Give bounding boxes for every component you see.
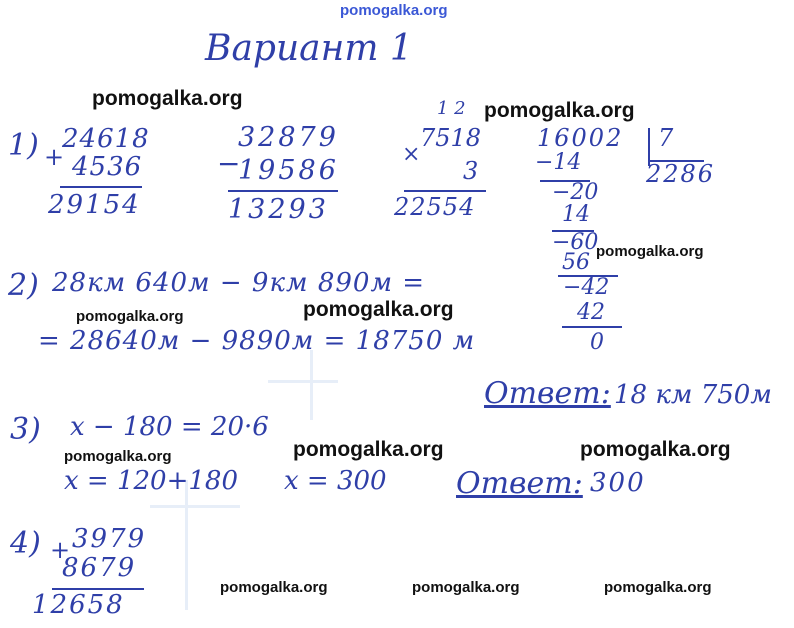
task4-label: 4) bbox=[10, 526, 41, 561]
task1-mul-b: 3 bbox=[463, 157, 479, 185]
task1-div-step: −20 bbox=[552, 180, 599, 205]
task1-div-divisor: 7 bbox=[658, 124, 674, 152]
task3-answer: 300 bbox=[590, 468, 646, 498]
task1-mul-carry: 1 2 bbox=[437, 98, 466, 119]
task4-a: 3979 bbox=[72, 524, 147, 554]
task1-mul-op: × bbox=[402, 142, 421, 167]
task1-sub-result: 13293 bbox=[228, 194, 329, 225]
task3-line1: x − 180 = 20·6 bbox=[70, 412, 269, 442]
watermark: pomogalka.org bbox=[580, 438, 731, 461]
task1-div-step: 0 bbox=[590, 330, 604, 355]
task1-div-step: 42 bbox=[577, 300, 605, 325]
task1-add-result: 29154 bbox=[48, 190, 141, 220]
task1-add-b: 4536 bbox=[72, 152, 143, 182]
task1-sub-a: 32879 bbox=[238, 122, 339, 153]
task1-add-op: + bbox=[44, 143, 65, 171]
task2-answer-word: Ответ: bbox=[484, 376, 611, 411]
task4-result: 12658 bbox=[32, 590, 125, 620]
watermark: pomogalka.org bbox=[64, 448, 172, 465]
watermark-top: pomogalka.org bbox=[340, 2, 448, 19]
task1-sub-b: 19586 bbox=[238, 155, 339, 186]
task1-mul-result: 22554 bbox=[394, 193, 476, 221]
task2-label: 2) bbox=[8, 268, 39, 303]
watermark: pomogalka.org bbox=[76, 308, 184, 325]
task1-div-quotient: 2286 bbox=[646, 160, 716, 188]
background-mark bbox=[185, 480, 188, 610]
task1-div-dividend: 16002 bbox=[537, 124, 624, 152]
watermark: pomogalka.org bbox=[293, 438, 444, 461]
task3-answer-word: Ответ: bbox=[456, 466, 583, 501]
task1-div-rule bbox=[562, 326, 622, 328]
task1-mul-rule bbox=[404, 190, 486, 192]
task1-sub-op: − bbox=[217, 147, 241, 180]
task4-b: 8679 bbox=[62, 553, 137, 583]
watermark: pomogalka.org bbox=[412, 579, 520, 596]
task3-line3: x = 300 bbox=[284, 466, 387, 496]
watermark: pomogalka.org bbox=[604, 579, 712, 596]
task3-label: 3) bbox=[10, 412, 41, 447]
task1-add-a: 24618 bbox=[62, 124, 150, 154]
watermark: pomogalka.org bbox=[596, 243, 704, 260]
task1-div-step: 14 bbox=[562, 202, 590, 227]
background-mark bbox=[310, 350, 313, 420]
task1-label: 1) bbox=[8, 128, 39, 163]
background-mark bbox=[268, 380, 338, 383]
task4-op: + bbox=[50, 536, 71, 564]
task1-div-step: −14 bbox=[535, 150, 582, 175]
task1-mul-a: 7518 bbox=[420, 124, 482, 152]
watermark: pomogalka.org bbox=[484, 99, 635, 122]
task1-add-rule bbox=[60, 186, 142, 188]
task1-sub-rule bbox=[228, 190, 338, 192]
task2-line2: = 28640м − 9890м = 18750 м bbox=[38, 326, 476, 356]
background-mark bbox=[150, 505, 240, 508]
page-title: Вариант 1 bbox=[205, 28, 413, 69]
task1-div-step: 56 bbox=[562, 250, 590, 275]
watermark: pomogalka.org bbox=[220, 579, 328, 596]
task1-div-step: −60 bbox=[552, 230, 599, 255]
task1-div-step: −42 bbox=[563, 275, 610, 300]
task3-line2: x = 120+180 bbox=[64, 466, 239, 496]
watermark: pomogalka.org bbox=[303, 298, 454, 321]
task2-answer: 18 км 750м bbox=[614, 380, 772, 410]
task2-line1: 28км 640м − 9км 890м = bbox=[52, 268, 426, 298]
watermark: pomogalka.org bbox=[92, 87, 243, 110]
